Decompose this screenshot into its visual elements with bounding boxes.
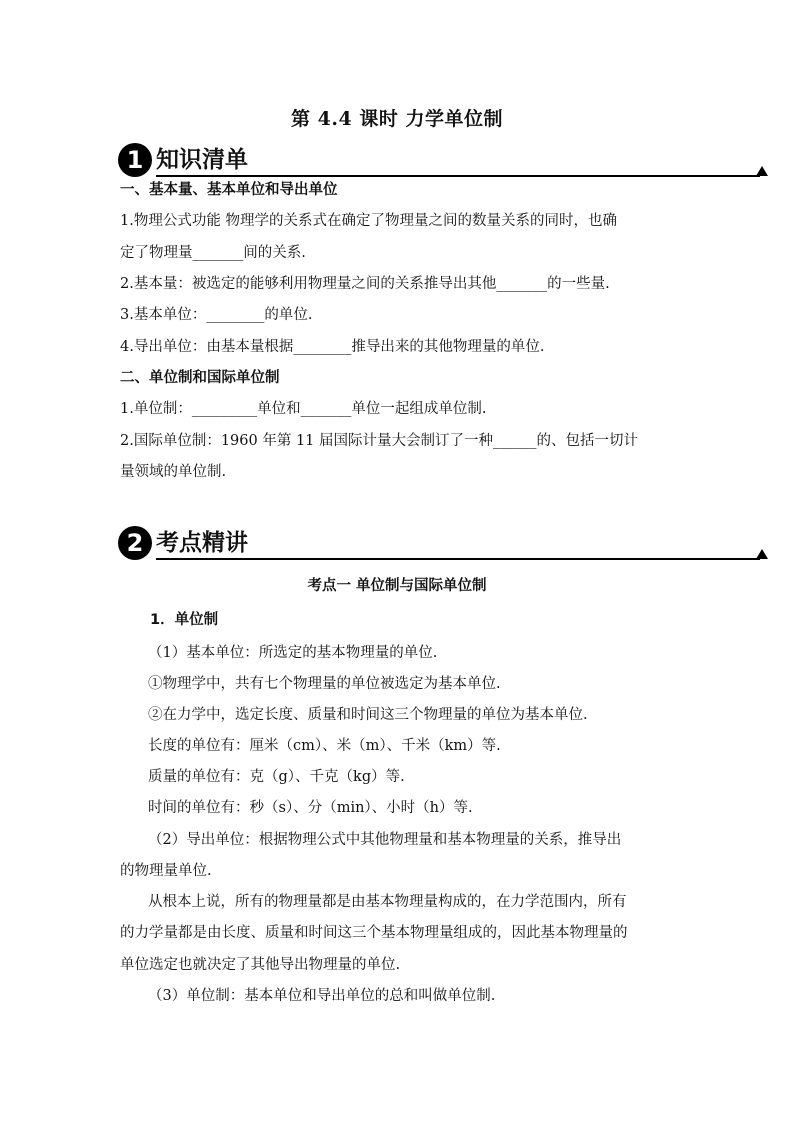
paragraph-line: 长度的单位有：厘米（cm）、米（m）、千米（km）等. — [148, 738, 501, 754]
section-number-badge: 2 — [118, 526, 152, 560]
section-number-badge: 1 — [118, 143, 152, 177]
paragraph-line: 从根本上说，所有的物理量都是由基本物理量构成的，在力学范围内，所有 — [148, 894, 627, 910]
paragraph-line: 1.单位制：_________单位和_______单位一起组成单位制. — [120, 401, 487, 417]
section-rule — [156, 558, 760, 560]
paragraph-line: 量领域的单位制. — [120, 464, 227, 480]
paragraph-line: （3）单位制：基本单位和导出单位的总和叫做单位制. — [148, 988, 496, 1004]
paragraph-line: 2.国际单位制：1960 年第 11 届国际计量大会制订了一种______的、包括一切计 — [120, 433, 639, 449]
triangle-marker-icon — [756, 549, 768, 559]
paragraph-line: 定了物理量_______间的关系. — [120, 245, 306, 261]
paragraph-line: ②在力学中，选定长度、质量和时间这三个物理量的单位为基本单位. — [148, 707, 588, 723]
paragraph-line: 的物理量单位. — [120, 863, 212, 879]
paragraph-line: 4.导出单位：由基本量根据________推导出来的其他物理量的单位. — [120, 339, 545, 355]
subheading-basic-quantities: 一、基本量、基本单位和导出单位 — [120, 182, 338, 198]
paragraph-line: 单位选定也就决定了其他导出物理量的单位. — [120, 957, 401, 973]
section-header-knowledge — [118, 143, 768, 177]
paragraph-line: （1）基本单位：所选定的基本物理量的单位. — [148, 645, 438, 661]
subheading-unit-system: 二、单位制和国际单位制 — [120, 370, 280, 386]
paragraph-line: 的力学量都是由长度、质量和时间这三个基本物理量组成的，因此基本物理量的 — [120, 925, 628, 941]
topic-heading: 考点一 单位制与国际单位制 — [307, 578, 487, 594]
paragraph-line: 质量的单位有：克（g）、千克（kg）等. — [148, 769, 405, 785]
paragraph-line: 3.基本单位：________的单位. — [120, 307, 313, 323]
paragraph-line: 2.基本量：被选定的能够利用物理量之间的关系推导出其他_______的一些量. — [120, 276, 610, 292]
paragraph-line: 时间的单位有：秒（s）、分（min）、小时（h）等. — [148, 800, 473, 816]
paragraph-line: ①物理学中，共有七个物理量的单位被选定为基本单位. — [148, 676, 501, 692]
section-title: 知识清单 — [156, 147, 248, 173]
page-title: 第 4.4 课时 力学单位制 — [291, 108, 503, 130]
paragraph-line: （2）导出单位：根据物理公式中其他物理量和基本物理量的关系，推导出 — [148, 832, 622, 848]
topic-subheading: 1．单位制 — [150, 612, 219, 628]
triangle-marker-icon — [756, 166, 768, 176]
section-rule — [156, 175, 760, 177]
paragraph-line: 1.物理公式功能 物理学的关系式在确定了物理量之间的数量关系的同时，也确 — [120, 213, 617, 229]
section-title: 考点精讲 — [156, 530, 248, 556]
section-header-exam-points — [118, 526, 768, 560]
